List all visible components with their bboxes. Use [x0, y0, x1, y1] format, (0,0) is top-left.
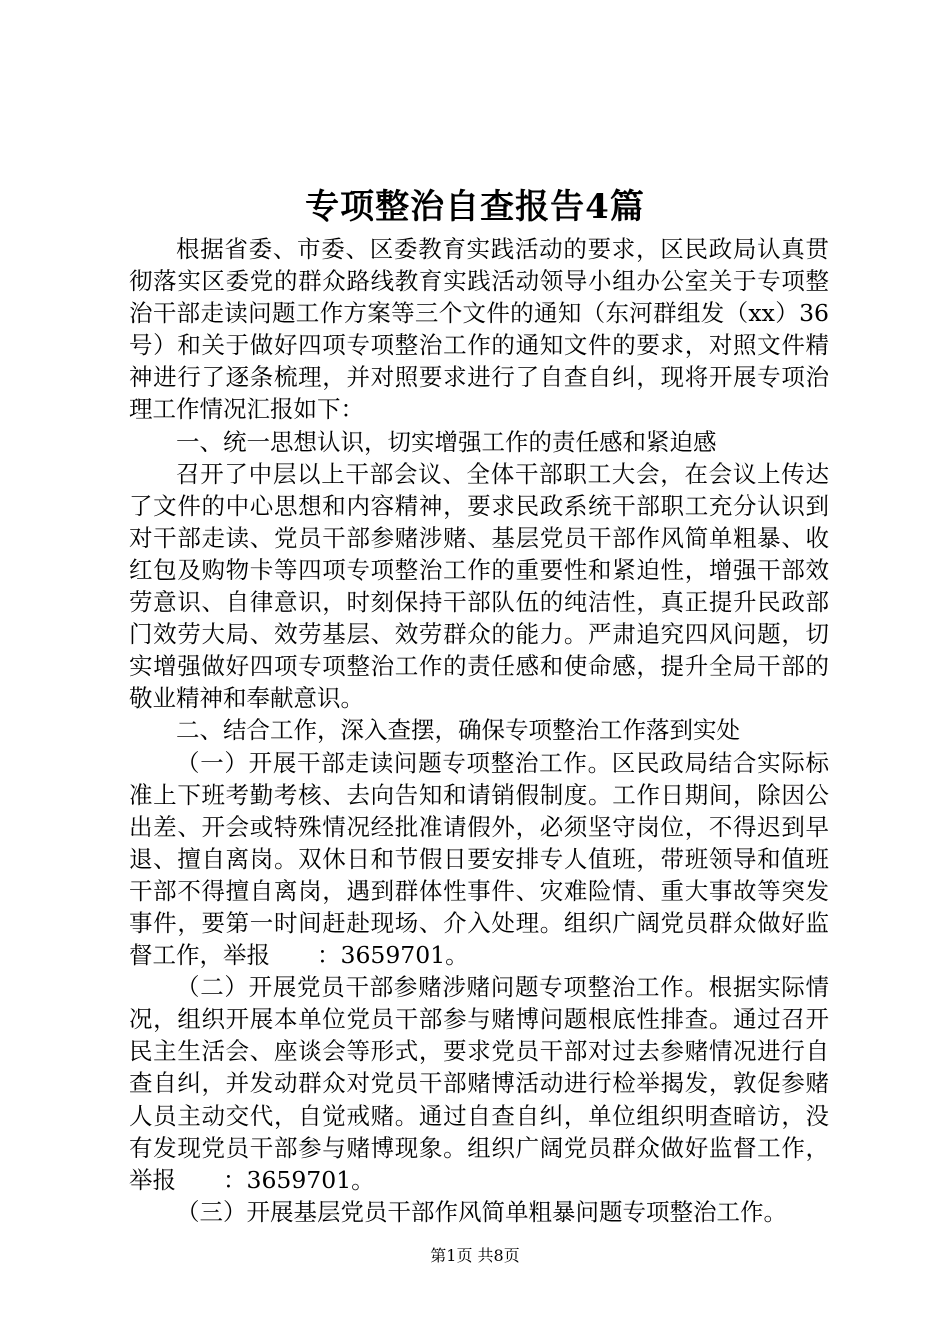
paragraph-section-1: 召开了中层以上干部会议、全体干部职工大会，在会议上传达了文件的中心思想和内容精神，要求民政系统干部职工充分认识到对干部走读、党员干部参赌涉赌、基层党员干部作风简单粗暴、收红包及购物卡等四项专项整治工作的重要性和紧迫性，增强干部效劳意识、自律意识，时刻保持干部队伍的纯洁性，真正提升民政部门效劳大局、效劳基层、效劳群众的能力。严肃追究四风问题，切实增强做好四项专项整治工作的责任感和使命感，提升全局干部的敬业精神和奉献意识。 — [129, 459, 829, 713]
page-footer: 第1页 共8页 — [430, 1246, 520, 1265]
section-heading-1: 一、统一思想认识，切实增强工作的责任感和紧迫感 — [176, 427, 717, 456]
paragraph-item-2: （二）开展党员干部参赌涉赌问题专项整治工作。根据实际情况，组织开展本单位党员干部参与赌博问题根底性排查。通过召开民主生活会、座谈会等形式，要求党员干部对过去参赌情况进行自查自纠，并发动群众对党员干部赌博活动进行检举揭发，敦促参赌人员主动交代，自觉戒赌。通过自查自纠，单位组织明查暗访，没有发现党员干部参与赌博现象。组织广阔党员群众做好监督工作，举报 ：3659701。 — [129, 973, 829, 1194]
document-title: 专项整治自查报告4篇 — [305, 187, 645, 227]
paragraph-item-1: （一）开展干部走读问题专项整治工作。区民政局结合实际标准上下班考勤考核、去向告知和请销假制度。工作日期间，除因公出差、开会或特殊情况经批准请假外，必须坚守岗位，不得迟到早退、擅自离岗。双休日和节假日要安排专人值班，带班领导和值班干部不得擅自离岗，遇到群体性事件、灾难险情、重大事故等突发事件，要第一时间赶赴现场、介入处理。组织广阔党员群众做好监督工作，举报 ：3659701。 — [129, 748, 829, 970]
document-body — [129, 233, 829, 1228]
paragraph-intro: 根据省委、市委、区委教育实践活动的要求，区民政局认真贯彻落实区委党的群众路线教育实践活动领导小组办公室关于专项整治干部走读问题工作方案等三个文件的通知（东河群组发（xx）36号）和关于做好四项专项整治工作的通知文件的要求，对照文件精神进行了逐条梳理，并对照要求进行了自查自纠，现将开展专项治理工作情况汇报如下： — [129, 235, 829, 424]
section-heading-2: 二、结合工作，深入查摆，确保专项整治工作落到实处 — [176, 716, 740, 745]
paragraph-item-3: （三）开展基层党员干部作风简单粗暴问题专项整治工作。 — [176, 1197, 787, 1226]
